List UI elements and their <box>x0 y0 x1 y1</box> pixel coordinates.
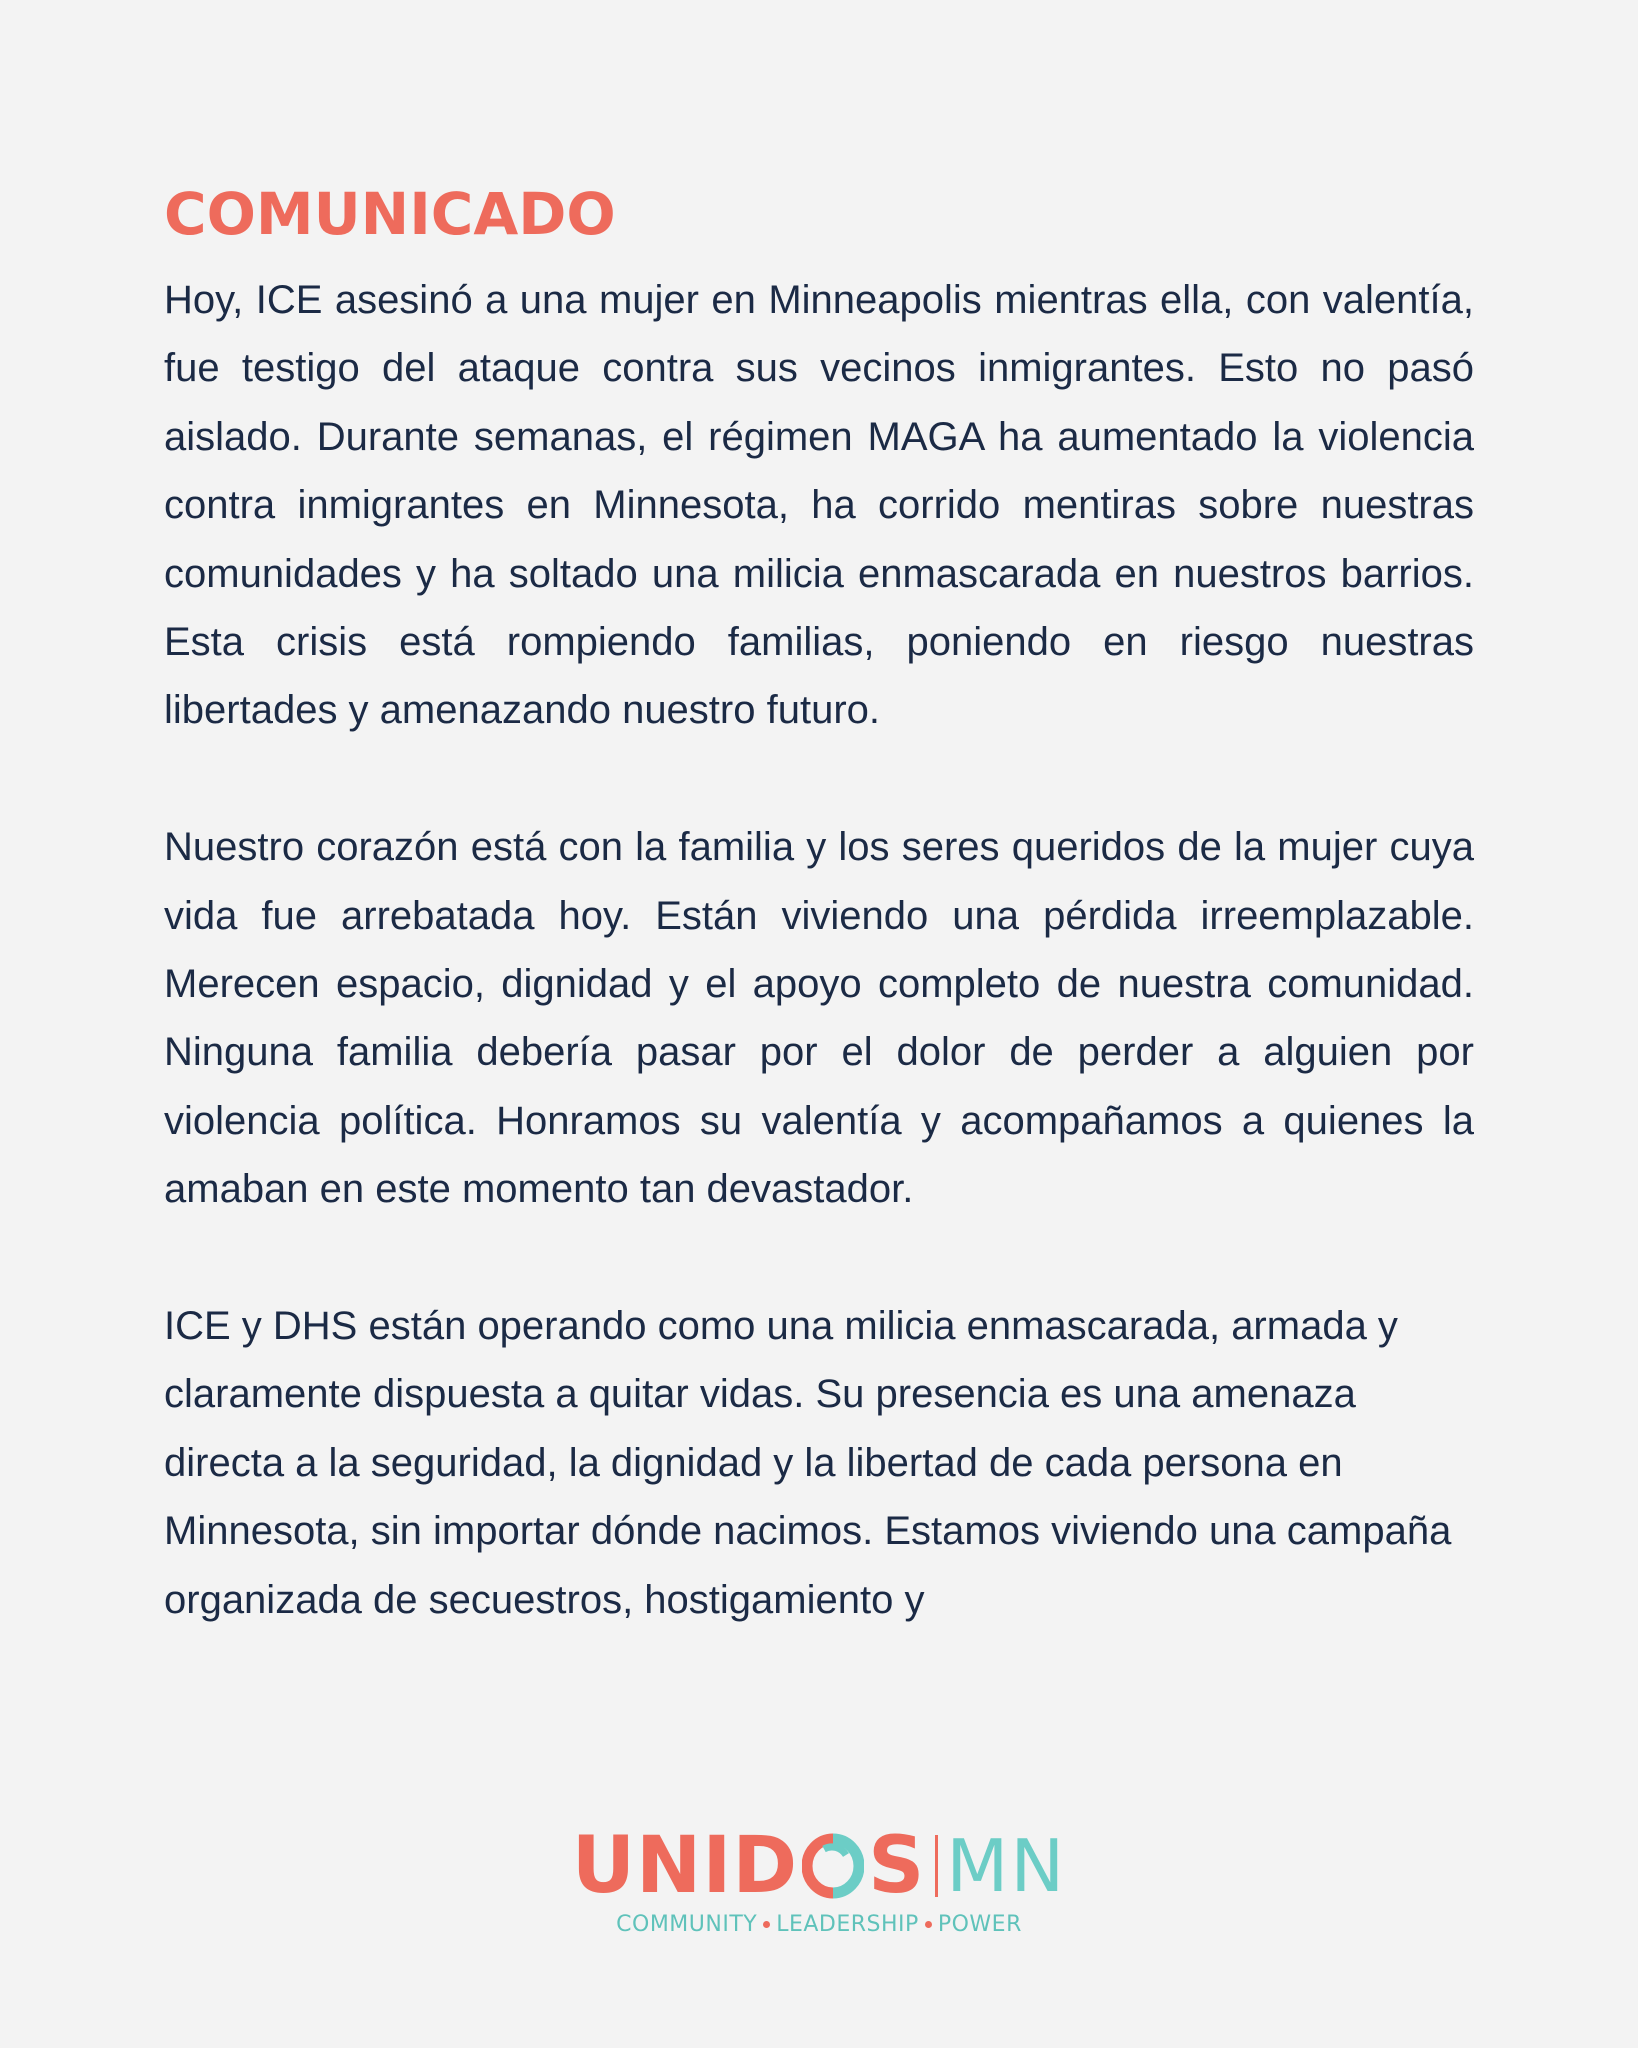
logo-word-start: UNID <box>571 1821 799 1911</box>
paragraph-3: ICE y DHS están operando como una milicia enmascarada, armada y claramente dispuesta a quitar vidas. Su presencia es una amenaza directa a la seguridad, la dignidad y la libertad de cada persona en Minnesota, sin importar dónde nacimos. Estamos viviendo una campaña organizada de secuestros, hostigamiento y <box>164 1304 1452 1622</box>
tagline-power: POWER <box>937 1912 1022 1937</box>
interlocking-o-icon <box>802 1833 864 1899</box>
logo-word-end: S <box>868 1821 926 1911</box>
paragraph-2: Nuestro corazón está con la familia y los seres queridos de la mujer cuya vida fue arrebatada hoy. Están viviendo una pérdida irreemplazable. Merecen espacio, dignidad y el apoyo completo de nuestra comunidad. Ninguna familia debería pasar por el dolor de perder a alguien por violencia política. Honramos su valentía y acompañamos a quienes la amaban en este momento tan devastador. <box>164 825 1474 1212</box>
statement-body <box>164 266 1474 1634</box>
page-title: COMUNICADO <box>164 180 616 248</box>
tagline-dot-icon <box>925 1921 932 1928</box>
tagline-dot-icon <box>763 1921 770 1928</box>
tagline-leadership: LEADERSHIP <box>776 1912 919 1937</box>
logo-suffix: MN <box>946 1824 1067 1908</box>
logo-wordmark <box>571 1821 1067 1911</box>
paragraph-1: Hoy, ICE asesinó a una mujer en Minneapolis mientras ella, con valentía, fue testigo del ataque contra sus vecinos inmigrantes. Esto no pasó aislado. Durante semanas, el régimen MAGA ha aumentado la violencia contra inmigrantes en Minnesota, ha corrido mentiras sobre nuestras comunidades y ha soltado una milicia enmascarada en nuestros barrios. Esta crisis está rompiendo familias, poniendo en riesgo nuestras libertades y amenazando nuestro futuro. <box>164 278 1474 733</box>
unidos-mn-logo <box>164 1821 1474 1937</box>
tagline-community: COMMUNITY <box>616 1912 758 1937</box>
logo-divider <box>935 1835 938 1897</box>
statement-page <box>164 0 1474 2048</box>
logo-tagline <box>616 1912 1022 1937</box>
